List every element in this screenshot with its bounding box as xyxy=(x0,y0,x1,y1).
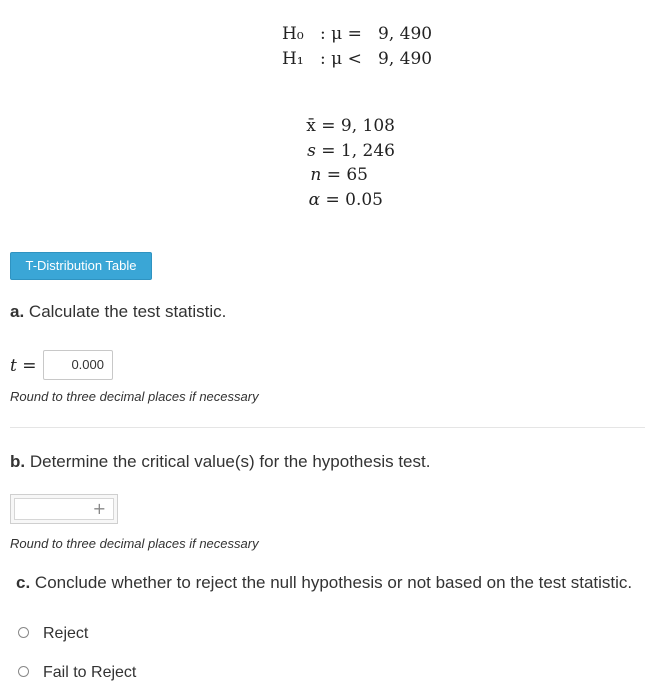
sample-size-eq: = xyxy=(326,165,341,185)
alpha-eq: = xyxy=(325,190,340,210)
t-label-text: t = xyxy=(10,356,37,376)
fail-to-reject-option-label: Fail to Reject xyxy=(43,664,137,681)
sample-std-dev-eq: = xyxy=(321,141,336,161)
sample-size-symbol: n xyxy=(310,165,322,185)
section-divider xyxy=(10,427,645,428)
part-b-text: Determine the critical value(s) for the hypothesis test. xyxy=(25,452,431,471)
sample-std-dev xyxy=(307,139,395,163)
fail-to-reject-radio-icon[interactable] xyxy=(18,666,29,677)
sample-size-value: 65 xyxy=(346,165,368,185)
critical-value-input[interactable] xyxy=(14,498,114,520)
part-c-question xyxy=(16,573,632,593)
part-a-question xyxy=(10,302,226,322)
part-a-rounding-hint: Round to three decimal places if necessary xyxy=(10,389,259,404)
part-c-letter: c. xyxy=(16,573,31,592)
part-b-question xyxy=(10,452,430,472)
part-b-rounding-hint: Round to three decimal places if necessary xyxy=(10,536,259,551)
reject-option-label: Reject xyxy=(43,625,89,642)
sample-mean-value: 9, 108 xyxy=(340,116,395,136)
significance-level xyxy=(309,188,383,212)
sample-mean-symbol: x̄ xyxy=(306,116,316,136)
alpha-value: 0.05 xyxy=(345,190,383,210)
t-distribution-table-button[interactable]: T-Distribution Table xyxy=(10,252,152,280)
alpha-symbol: α xyxy=(308,190,321,210)
null-hypothesis xyxy=(282,22,442,46)
null-hypothesis-symbol: H₀ xyxy=(282,24,304,44)
alt-hypothesis-operator: : μ < xyxy=(320,49,362,69)
critical-value-field xyxy=(10,494,118,524)
sample-std-dev-value: 1, 246 xyxy=(340,141,395,161)
alt-hypothesis-symbol: H₁ xyxy=(282,49,304,69)
part-b-letter: b. xyxy=(10,452,26,471)
sample-mean xyxy=(306,114,395,138)
part-a-text: Calculate the test statistic. xyxy=(24,302,227,321)
part-c-text: Conclude whether to reject the null hypothesis or not based on the test statistic. xyxy=(30,573,633,592)
alt-hypothesis-value: 9, 490 xyxy=(378,49,433,69)
reject-radio-icon[interactable] xyxy=(18,627,29,638)
sample-size xyxy=(310,163,368,187)
alternative-hypothesis xyxy=(282,47,442,71)
t-statistic-label xyxy=(10,354,36,378)
reject-option[interactable] xyxy=(18,623,88,645)
t-statistic-input[interactable]: 0.000 xyxy=(43,350,113,380)
null-hypothesis-operator: : μ = xyxy=(320,24,362,44)
fail-to-reject-option[interactable] xyxy=(18,662,136,684)
sample-std-dev-symbol: s xyxy=(307,141,316,161)
sample-mean-eq: = xyxy=(321,116,336,136)
part-a-letter: a. xyxy=(10,302,25,321)
null-hypothesis-value: 9, 490 xyxy=(378,24,433,44)
plus-icon[interactable]: + xyxy=(92,499,106,518)
